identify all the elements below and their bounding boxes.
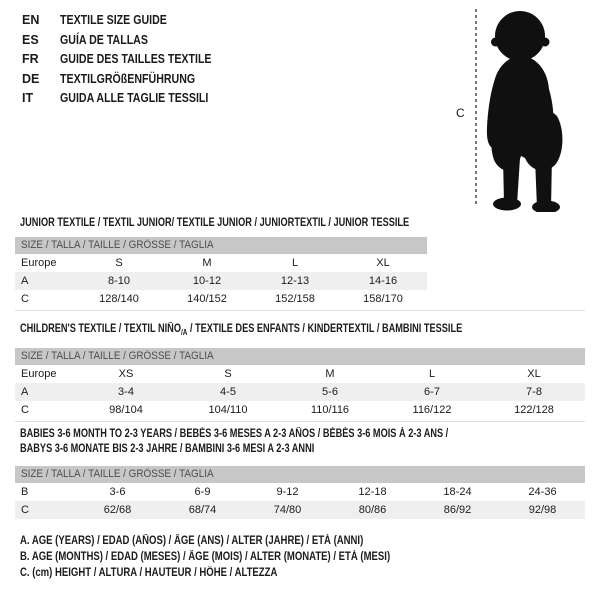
cell: 110/116 bbox=[310, 404, 350, 416]
cell: L bbox=[291, 257, 299, 269]
babies-size-table bbox=[15, 466, 585, 519]
size-header-label: SIZE / TALLA / TAILLE / GRÖSSE / TAGLIA bbox=[21, 239, 214, 251]
language-code: FR bbox=[22, 52, 39, 66]
babies-title-line1: BABIES 3-6 MONTH TO 2-3 YEARS / BEBÉS 3-6 MESES A 2-3 AÑOS / BÉBÉS 3-6 MOIS À 2-3 ANS / bbox=[20, 428, 449, 440]
cell: 12-13 bbox=[280, 275, 310, 287]
junior-size-table bbox=[15, 237, 427, 308]
language-code: DE bbox=[22, 71, 40, 86]
cell: 6-7 bbox=[424, 386, 440, 398]
language-title: TEXTILE SIZE GUIDE bbox=[60, 13, 167, 27]
children-title-pre: CHILDREN'S TEXTILE / TEXTIL NIÑO bbox=[20, 323, 181, 335]
row-label: A bbox=[21, 386, 29, 398]
measurement-legend bbox=[20, 533, 466, 581]
size-header-bar bbox=[15, 466, 585, 483]
row-label: C bbox=[21, 504, 29, 516]
cell: 14-16 bbox=[368, 275, 398, 287]
table-row bbox=[15, 365, 585, 383]
cell: 7-8 bbox=[526, 386, 542, 398]
cell: 68/74 bbox=[188, 504, 217, 516]
children-section-title bbox=[20, 322, 462, 338]
cell: 18-24 bbox=[443, 486, 472, 498]
divider bbox=[15, 310, 585, 311]
size-header-bar bbox=[15, 237, 427, 254]
row-label: Europe bbox=[21, 257, 57, 269]
language-title: GUIDE DES TAILLES TEXTILE bbox=[60, 52, 212, 66]
cell: 5-6 bbox=[322, 386, 338, 398]
language-code: IT bbox=[22, 91, 34, 105]
cell: XS bbox=[118, 368, 134, 380]
cell: 9-12 bbox=[276, 486, 299, 498]
cell: XL bbox=[527, 368, 541, 380]
table-row bbox=[15, 483, 585, 501]
language-title: GUIDA ALLE TAGLIE TESSILI bbox=[60, 91, 209, 105]
table-row bbox=[15, 401, 585, 419]
row-label: Europe bbox=[21, 368, 57, 380]
cell: 86/92 bbox=[443, 504, 472, 516]
language-row bbox=[22, 50, 238, 70]
children-size-table bbox=[15, 348, 585, 419]
baby-silhouette-icon bbox=[486, 8, 570, 212]
cell: 4-5 bbox=[220, 386, 236, 398]
size-header-bar bbox=[15, 348, 585, 365]
cell: 74/80 bbox=[273, 504, 302, 516]
cell: 8-10 bbox=[107, 275, 131, 287]
cell: 80/86 bbox=[358, 504, 387, 516]
table-row bbox=[15, 272, 427, 290]
cell: L bbox=[428, 368, 436, 380]
legend-line-b: B. AGE (MONTHS) / EDAD (MESES) / ÂGE (MOIS) / ALTER (MONATE) / ETÀ (MESI) bbox=[20, 551, 391, 563]
cell: 116/122 bbox=[412, 404, 452, 416]
language-code: ES bbox=[22, 32, 39, 47]
cell: M bbox=[202, 257, 212, 269]
cell: 12-18 bbox=[358, 486, 387, 498]
children-title-sub: /A bbox=[180, 327, 188, 337]
table-row bbox=[15, 254, 427, 272]
babies-title-line2: BABYS 3-6 MONATE BIS 2-3 JAHRE / BAMBINI 3-6 MESI A 2-3 ANNI bbox=[20, 442, 315, 455]
cell: 3-4 bbox=[118, 386, 134, 398]
cell: M bbox=[325, 368, 335, 380]
cell: XL bbox=[376, 257, 390, 269]
cell: 140/152 bbox=[187, 293, 227, 305]
language-row bbox=[22, 11, 238, 31]
cell: 62/68 bbox=[103, 504, 132, 516]
cell: 122/128 bbox=[514, 404, 554, 416]
junior-section-title: JUNIOR TEXTILE / TEXTIL JUNIOR/ TEXTILE JUNIOR / JUNIORTEXTIL / JUNIOR TESSILE bbox=[20, 217, 410, 229]
cell: 158/170 bbox=[363, 293, 403, 305]
height-measure-dashed-line bbox=[475, 9, 477, 206]
table-row bbox=[15, 383, 585, 401]
row-label: B bbox=[21, 486, 29, 498]
cell: 92/98 bbox=[528, 504, 557, 516]
size-header-label: SIZE / TALLA / TAILLE / GRÖSSE / TAGLIA bbox=[21, 468, 214, 480]
row-label: C bbox=[21, 293, 29, 305]
divider bbox=[15, 421, 585, 422]
cell: 3-6 bbox=[109, 486, 126, 498]
language-title: GUÍA DE TALLAS bbox=[60, 32, 148, 47]
cell: S bbox=[115, 257, 123, 269]
language-row bbox=[22, 70, 238, 90]
size-header-label: SIZE / TALLA / TAILLE / GRÖSSE / TAGLIA bbox=[21, 350, 214, 362]
cell: S bbox=[224, 368, 232, 380]
language-row bbox=[22, 31, 238, 51]
legend-line-c: C. (cm) HEIGHT / ALTURA / HAUTEUR / HÖHE / ALTEZZA bbox=[20, 567, 278, 579]
row-label: C bbox=[21, 404, 29, 416]
cell: 24-36 bbox=[528, 486, 557, 498]
cell: 98/104 bbox=[109, 404, 143, 416]
height-measure-label: C bbox=[456, 106, 465, 120]
cell: 6-9 bbox=[194, 486, 211, 498]
children-title-post: / TEXTILE DES ENFANTS / KINDERTEXTIL / BAMBINI TESSILE bbox=[187, 323, 463, 335]
row-label: A bbox=[21, 275, 29, 287]
table-row bbox=[15, 501, 585, 519]
cell: 104/110 bbox=[208, 404, 248, 416]
language-code: EN bbox=[22, 13, 40, 27]
cell: 128/140 bbox=[99, 293, 139, 305]
cell: 152/158 bbox=[275, 293, 315, 305]
language-list bbox=[22, 11, 238, 109]
cell: 10-12 bbox=[192, 275, 222, 287]
babies-section-title bbox=[20, 427, 448, 456]
language-row bbox=[22, 89, 238, 109]
language-title: TEXTILGRÖßENFÜHRUNG bbox=[60, 71, 196, 86]
table-row bbox=[15, 290, 427, 308]
legend-line-a: A. AGE (YEARS) / EDAD (AÑOS) / ÂGE (ANS) / ALTER (JAHRE) / ETÀ (ANNI) bbox=[20, 535, 364, 547]
